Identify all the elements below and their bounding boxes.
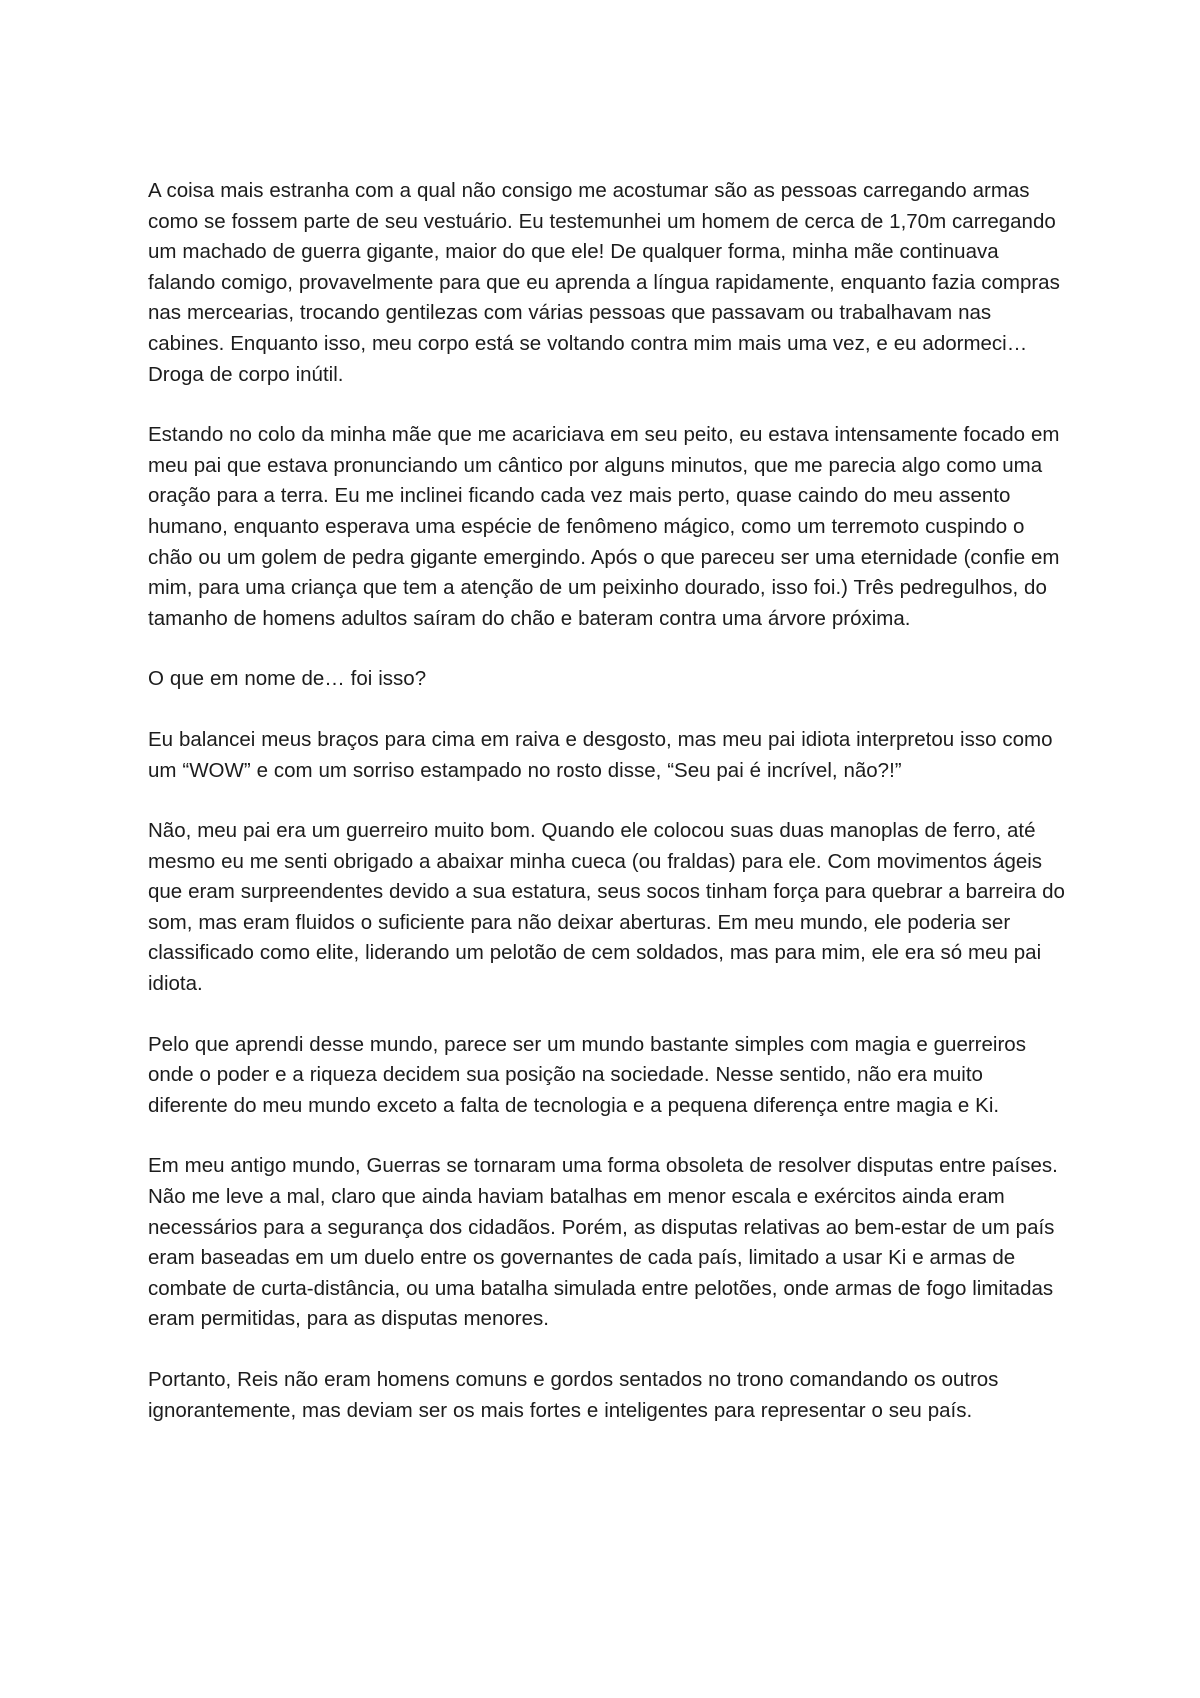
paragraph-3: O que em nome de… foi isso? [148, 667, 427, 691]
paragraph-5: Não, meu pai era um guerreiro muito bom. Quando ele colocou suas duas manoplas de ferro, até mesmo eu me senti obrigado a abaixar minha cueca (ou fraldas) para ele. Com movimentos ágeis que eram surpreendentes devido a sua estatura, seus socos tinham força para quebrar a barreira do som, mas eram fluidos o suficiente para não deixar aberturas. Em meu mundo, ele poderia ser classificado como elite, liderando um pelotão de cem soldados, mas para mim, ele era só meu pai idiota. [148, 819, 1065, 996]
paragraph-1: A coisa mais estranha com a qual não consigo me acostumar são as pessoas carregando armas como se fossem parte de seu vestuário. Eu testemunhei um homem de cerca de 1,70m carregando um machado de guerra gigante, maior do que ele! De qualquer forma, minha mãe continuava falando comigo, provavelmente para que eu aprenda a língua rapidamente, enquanto fazia compras nas mercearias, trocando gentilezas com várias pessoas que passavam ou trabalhavam nas cabines. Enquanto isso, meu corpo está se voltando contra mim mais uma vez, e eu adormeci… Droga de corpo inútil. [148, 179, 1060, 386]
paragraph-8: Portanto, Reis não eram homens comuns e gordos sentados no trono comandando os outros ignorantemente, mas deviam ser os mais fortes e inteligentes para representar o seu país. [148, 1368, 999, 1422]
document-body [148, 176, 1068, 1456]
paragraph-7: Em meu antigo mundo, Guerras se tornaram uma forma obsoleta de resolver disputas entre países. Não me leve a mal, claro que ainda haviam batalhas em menor escala e exércitos ainda eram necessários para a segurança dos cidadãos. Porém, as disputas relativas ao bem-estar de um país eram baseadas em um duelo entre os governantes de cada país, limitado a usar Ki e armas de combate de curta-distância, ou uma batalha simulada entre pelotões, onde armas de fogo limitadas eram permitidas, para as disputas menores. [148, 1154, 1058, 1331]
paragraph-4: Eu balancei meus braços para cima em raiva e desgosto, mas meu pai idiota interpretou isso como um “WOW” e com um sorriso estampado no rosto disse, “Seu pai é incrível, não?!” [148, 727, 1053, 782]
paragraph-6: Pelo que aprendi desse mundo, parece ser um mundo bastante simples com magia e guerreiros onde o poder e a riqueza decidem sua posição na sociedade. Nesse sentido, não era muito diferente do meu mundo exceto a falta de tecnologia e a pequena diferença entre magia e Ki. [148, 1032, 1026, 1117]
paragraph-2: Estando no colo da minha mãe que me acariciava em seu peito, eu estava intensamente focado em meu pai que estava pronunciando um cântico por alguns minutos, que me parecia algo como uma oração para a terra. Eu me inclinei ficando cada vez mais perto, quase caindo do meu assento humano, enquanto esperava uma espécie de fenômeno mágico, como um terremoto cuspindo o chão ou um golem de pedra gigante emergindo. Após o que pareceu ser uma eternidade (confie em mim, para uma criança que tem a atenção de um peixinho dourado, isso foi.) Três pedregulhos, do tamanho de homens adultos saíram do chão e bateram contra uma árvore próxima. [148, 423, 1060, 630]
